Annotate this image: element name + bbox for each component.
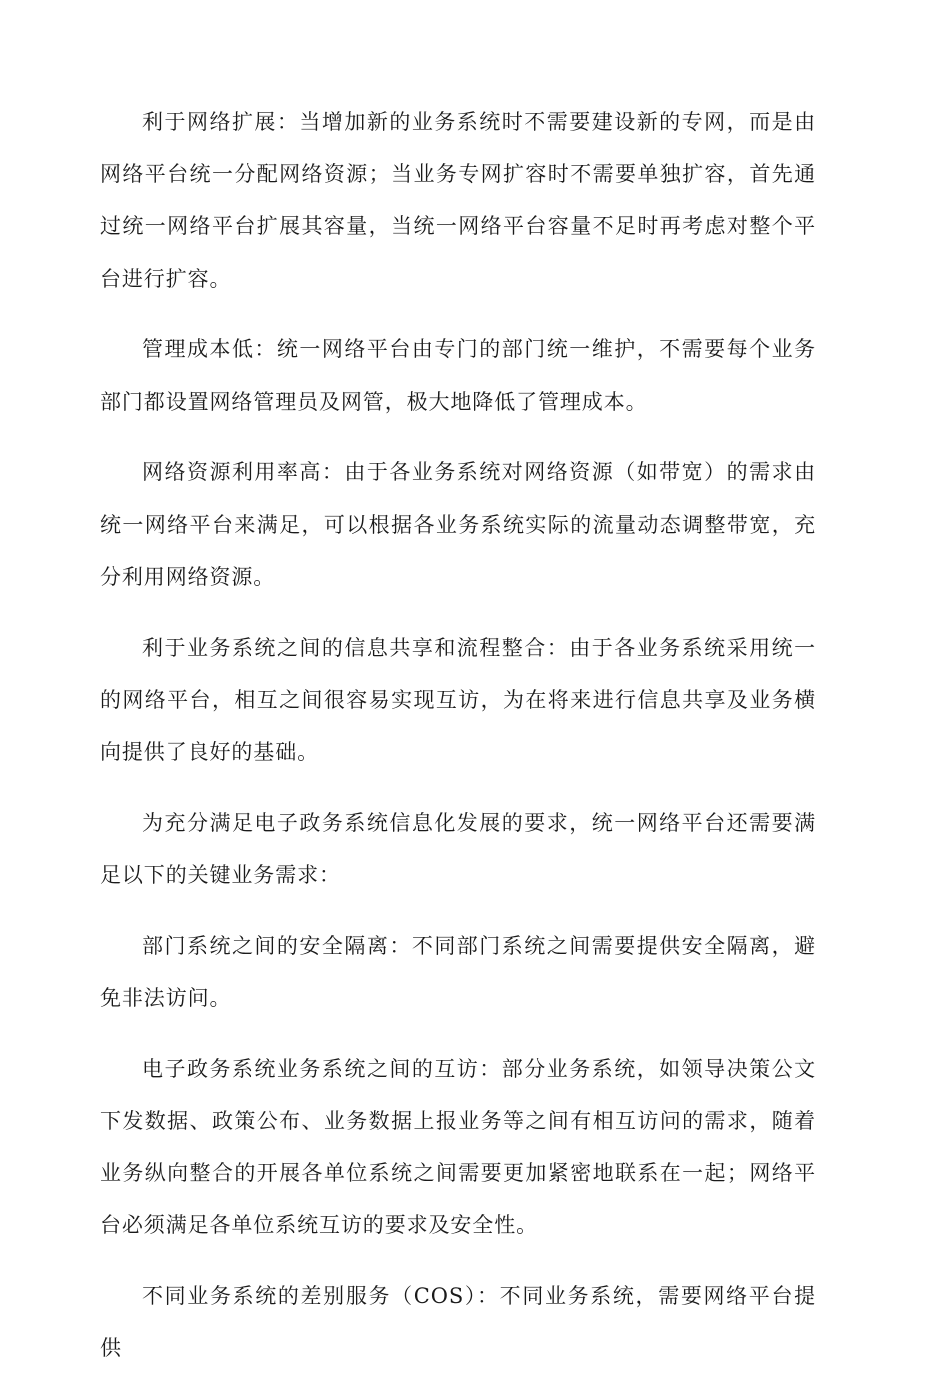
paragraph-management-cost: 管理成本低：统一网络平台由专门的部门统一维护，不需要每个业务部门都设置网络管理员及网管，极大地降低了管理成本。 xyxy=(100,337,816,414)
paragraph-security-isolation: 部门系统之间的安全隔离：不同部门系统之间需要提供安全隔离，避免非法访问。 xyxy=(100,933,816,1011)
paragraph-system-interaccess: 电子政务系统业务系统之间的互访：部分业务系统，如领导决策公文下发数据、政策公布、业务数据上报业务等之间有相互访问的需求，随着业务纵向整合的开展各单位系统之间需要更加紧密地联系在一起；网络平台必须满足各单位系统互访的要求及安全性。 xyxy=(100,1056,816,1238)
paragraph-resource-utilization: 网络资源利用率高：由于各业务系统对网络资源（如带宽）的需求由统一网络平台来满足，可以根据各业务系统实际的流量动态调整带宽，充分利用网络资源。 xyxy=(100,460,816,589)
paragraph-key-requirements-intro: 为充分满足电子政务系统信息化发展的要求，统一网络平台还需要满足以下的关键业务需求： xyxy=(100,810,816,888)
paragraph-differentiated-service: 不同业务系统的差别服务（COS）：不同业务系统，需要网络平台提供 xyxy=(100,1284,816,1361)
paragraph-network-expansion: 利于网络扩展：当增加新的业务系统时不需要建设新的专网，而是由网络平台统一分配网络资源；当业务专网扩容时不需要单独扩容，首先通过统一网络平台扩展其容量，当统一网络平台容量不足时再考虑对整个平台进行扩容。 xyxy=(100,110,816,291)
paragraph-information-sharing: 利于业务系统之间的信息共享和流程整合：由于各业务系统采用统一的网络平台，相互之间很容易实现互访，为在将来进行信息共享及业务横向提供了良好的基础。 xyxy=(100,635,816,765)
document-body xyxy=(100,96,816,1393)
